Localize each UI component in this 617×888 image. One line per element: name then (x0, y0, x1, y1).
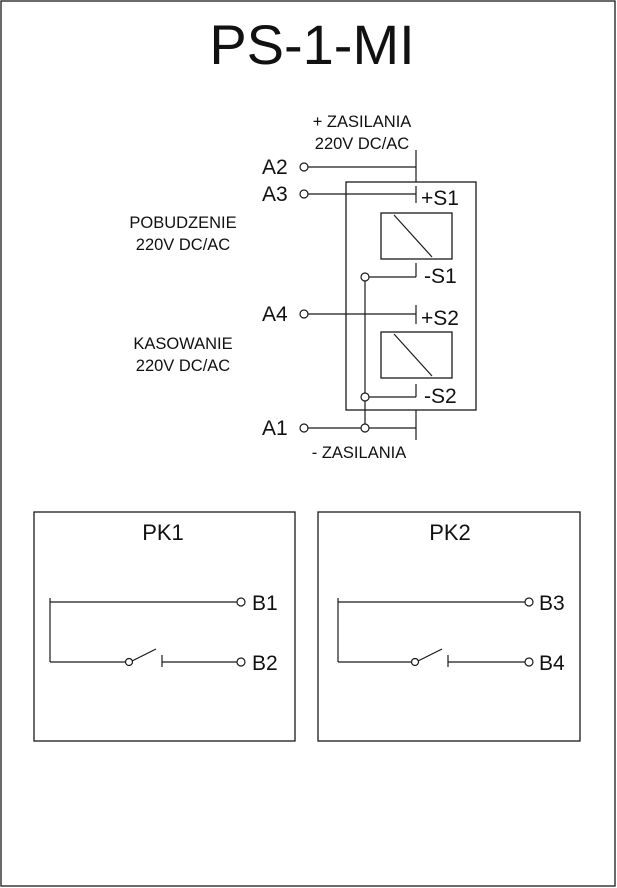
terminal-a1-dot (300, 424, 308, 432)
terminal-b4-dot (525, 658, 533, 666)
reset-voltage: 220V DC/AC (135, 357, 231, 375)
coil-s1-minus-label: -S1 (424, 265, 457, 288)
coil-s1-diagonal (394, 215, 432, 257)
excitation-voltage: 220V DC/AC (135, 236, 231, 254)
supply-plus-label: + ZASILANIA (312, 113, 412, 131)
coil-s2 (381, 332, 452, 378)
contact-panel-pk2 (318, 512, 580, 741)
outer-border (1, 1, 615, 886)
contact-panel-pk1 (34, 512, 295, 741)
terminal-b2-dot (237, 658, 245, 666)
terminal-a4-dot (300, 310, 308, 318)
coil-s1 (381, 213, 452, 259)
terminal-b4-label: B4 (539, 652, 565, 675)
page-title: PS-1-MI (209, 13, 415, 76)
coil-s1-plus-label: +S1 (421, 187, 459, 210)
junction-s1-dot (361, 273, 369, 281)
supply-plus-voltage: 220V DC/AC (314, 135, 410, 153)
junction-s2-dot (361, 393, 369, 401)
terminal-a3-dot (300, 190, 308, 198)
reset-label: KASOWANIE (133, 335, 233, 353)
coil-s2-plus-label: +S2 (421, 307, 459, 330)
pk1-title: PK1 (142, 520, 184, 545)
terminal-a3-label: A3 (262, 183, 288, 206)
terminal-b1-dot (237, 598, 245, 606)
coil-s2-diagonal (394, 334, 432, 376)
terminal-a2-dot (300, 163, 308, 171)
terminal-a2-label: A2 (262, 156, 288, 179)
terminal-a4-label: A4 (262, 303, 288, 326)
terminal-b1-label: B1 (252, 592, 278, 615)
excitation-label: POBUDZENIE (129, 214, 237, 232)
terminal-b2-label: B2 (252, 652, 278, 675)
terminal-a1-label: A1 (262, 417, 288, 440)
coil-s2-minus-label: -S2 (424, 385, 457, 408)
pk2-title: PK2 (429, 520, 471, 545)
terminal-b3-label: B3 (539, 592, 565, 615)
terminal-b3-dot (525, 598, 533, 606)
junction-a1-dot (361, 424, 369, 432)
supply-minus-label: - ZASILANIA (311, 444, 407, 462)
